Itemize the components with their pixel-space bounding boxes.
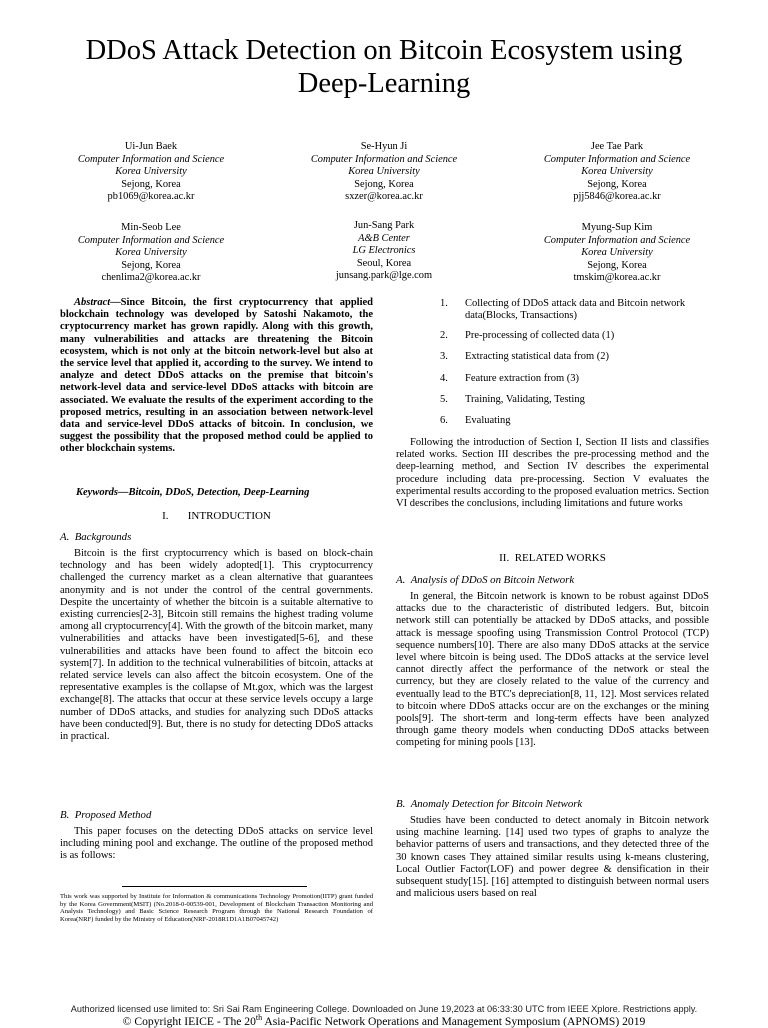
title-line-1: DDoS Attack Detection on Bitcoin Ecosystem using — [85, 35, 683, 66]
author-org: Korea University — [348, 166, 420, 178]
abstract-body: —Since Bitcoin, the first cryptocurrency that applied blockchain technology was developed by Satoshi Nakamoto, the cryptocurrency market has grown rapidly. Along with this growth, many vulnerabilities and attacks are threatening the Bitcoin ecosystem, which is not only at the bitcoin network-level but also at the service level that applied it, according to the survey. We intend to analyze and detect DDoS attacks on the premise that bitcoin's network-level data and service-level DDoS attacks with bitcoin are associated. We evaluate the results of the experiment according to the proposed metrics, resulting in an association between network-level data and service-level DDoS attacks of bitcoin. In conclusion, we suggest the possibility that the proposed method could be applied to other blockchain systems. — [60, 297, 373, 455]
step-text: Pre-processing of collected data (1) — [465, 329, 615, 341]
author-block — [36, 141, 266, 204]
author-email: chenlima2@korea.ac.kr — [101, 272, 201, 284]
step-text: Collecting of DDoS attack data and Bitcoin network data(Blocks, Transactions) — [465, 298, 686, 322]
author-dept: Computer Information and Science — [77, 153, 225, 165]
step-number: 2. — [440, 329, 448, 341]
step-text: Training, Validating, Testing — [465, 394, 585, 406]
author-location: Seoul, Korea — [356, 257, 412, 269]
paragraph-backgrounds: Bitcoin is the first cryptocurrency which is based on block-chain technology and has been widely adopted[1]. This cryptocurrency challenged the currency market as a clean alternative that guarantees anonymity and is not under the control of the central governments. Despite the uncertainty of whether the bitcoin is a suitable alternative to existing currencies[2-3], Bitcoin still remains the highest trading volume among all cryptocurrency[4]. With the growth of the bitcoin market, many vulnerabilities and attacks have been investigated[5-6], and these vulnerabilities and attacks have been found to affect the bitcoin eco system[7]. In addition to the technical vulnerabilities of bitcoin, attacks at related service levels can also affect the bitcoin ecosystem. One of the representative examples is the collapse of Mt.gox, which was the largest exchange[8]. The attacks that occur at these service levels occupy a large number of DDoS attacks, and studies for analyzing such DDoS attacks have been conducted[9]. But, there is no study for detecting DDoS attacks in practical. — [60, 548, 373, 743]
paragraph-ddos-analysis: In general, the Bitcoin network is known to be robust against DDoS attacks due to the characteristic of distributed ledgers. But, bitcoin network still can potentially be attacked by DDoS attacks, and possible attack is message spoofing using Transmission Control Protocol (TCP) sequence numbers[10]. There are also many DDoS attacks at the service level where bitcoin is being used. The DDoS attacks at the service level cannot directly affect the performance of the network or steal the currency, but they are closely related to the value of the currency and eventually lead to the BTC's depreciation[8, 11, 12]. Most services related to bitcoin where DDoS attacks occur are on the exchanges or the mining pools[9]. The short-term and long-term effects have been analyzed through game theory models when conducting DDoS attacks between competing for mining pools [13]. — [396, 591, 709, 749]
footnote-divider — [122, 886, 307, 887]
author-org: Korea University — [581, 166, 653, 178]
paragraph-paper-outline: Following the introduction of Section I, Section II lists and classifies related works. Section III describes the pre-processing method and the deep-learning method, and Section IV describes the experimental procedure including data pre-processing. Section V evaluates the experimental results according to the proposed evaluation metrics. Section VI describes the conclusions, including limitations and future works — [396, 437, 709, 510]
step-number: 3. — [440, 351, 448, 363]
subsection-heading-backgrounds: A. Backgrounds — [60, 531, 132, 543]
author-block — [502, 141, 732, 204]
step-number: 5. — [440, 394, 448, 406]
list-item — [440, 415, 710, 427]
subsection-heading-anomaly-detection: B. Anomaly Detection for Bitcoin Network — [396, 798, 583, 810]
step-number: 6. — [440, 415, 448, 427]
author-location: Sejong, Korea — [354, 178, 414, 190]
author-dept: A&B Center — [358, 232, 410, 244]
paragraph-anomaly-detection: Studies have been conducted to detect anomaly in Bitcoin network using machine learning. [14] used two types of graphs to analyze the behavior patterns of users and transactions, and they detected three of the 30 known cases They attained similar results using k-means clustering, Local Outlier Factor(LOF) and power degree & densification in their subsequent study[15]. [16] attempted to distinguish between normal users and malicious users based on real — [396, 815, 709, 900]
author-name: Ui-Jun Baek — [124, 141, 178, 152]
paper-title — [0, 34, 768, 100]
list-item — [440, 298, 710, 323]
section-heading-related-works: II. RELATED WORKS — [499, 552, 606, 564]
author-block — [502, 222, 732, 285]
author-name: Se-Hyun Ji — [360, 141, 408, 152]
abstract-lead: Abstract — [74, 297, 111, 308]
subsection-heading-proposed-method: B. Proposed Method — [60, 809, 152, 821]
author-org: Korea University — [115, 247, 187, 259]
step-text: Extracting statistical data from (2) — [465, 351, 610, 363]
list-item — [440, 394, 710, 406]
keywords: Keywords—Bitcoin, DDoS, Detection, Deep-Learning — [76, 487, 310, 498]
step-text: Evaluating — [465, 415, 511, 427]
author-location: Sejong, Korea — [121, 178, 181, 190]
author-name: Jee Tae Park — [590, 141, 644, 152]
author-name: Myung-Sup Kim — [581, 222, 653, 233]
author-block — [269, 141, 499, 204]
author-email: sxzer@korea.ac.kr — [345, 191, 423, 203]
funding-footnote: This work was supported by Institute for Information & communications Technology Promotion(IITP) grant funded by the Korea Government(MSIT) (No.2018-0-00539-001, Development of Blockchain Transaction Monitoring and Analysis Technology) and Basic Science Research Program through the National Research Foundation of Korea(NRF) funded by the Ministry of Education(NRF-2018R1D1A1B07045742) — [60, 893, 373, 923]
subsection-heading-ddos-analysis: A. Analysis of DDoS on Bitcoin Network — [396, 574, 575, 586]
copyright-text-tail: Asia-Pacific Network Operations and Management Symposium (APNOMS) 2019 — [262, 1014, 646, 1028]
author-org: Korea University — [581, 247, 653, 259]
author-email: tmskim@korea.ac.kr — [573, 272, 661, 284]
list-item — [440, 373, 710, 385]
author-email: pb1069@korea.ac.kr — [107, 191, 195, 203]
author-dept: Computer Information and Science — [543, 234, 691, 246]
abstract — [60, 297, 373, 456]
step-text: Feature extraction from (3) — [465, 372, 579, 384]
author-name: Jun-Sang Park — [353, 220, 415, 231]
author-dept: Computer Information and Science — [543, 153, 691, 165]
author-org: LG Electronics — [352, 245, 416, 257]
title-line-2: Deep-Learning — [297, 68, 471, 99]
method-step-list — [440, 298, 710, 428]
author-location: Sejong, Korea — [587, 178, 647, 190]
section-heading-introduction: I. INTRODUCTION — [162, 510, 271, 522]
author-email: pjj5846@korea.ac.kr — [573, 191, 661, 203]
author-location: Sejong, Korea — [121, 259, 181, 271]
author-dept: Computer Information and Science — [310, 153, 458, 165]
author-email: junsang.park@lge.com — [335, 270, 433, 282]
author-org: Korea University — [115, 166, 187, 178]
step-number: 4. — [440, 372, 448, 384]
author-block — [36, 222, 266, 285]
copyright-superscript: th — [255, 1013, 263, 1022]
copyright-text: © Copyright IEICE - The 20 — [122, 1014, 256, 1028]
list-item — [440, 351, 710, 363]
list-item — [440, 330, 710, 342]
author-name: Min-Seob Lee — [121, 222, 181, 233]
license-banner: Authorized licensed use limited to: Sri Sai Ram Engineering College. Downloaded on June 19,2023 at 06:33:30 UTC from IEEE Xplore. Restrictions apply. — [70, 1004, 698, 1014]
author-location: Sejong, Korea — [587, 259, 647, 271]
step-number: 1. — [440, 298, 448, 309]
author-dept: Computer Information and Science — [77, 234, 225, 246]
author-block — [269, 220, 499, 283]
paragraph-proposed-method: This paper focuses on the detecting DDoS attacks on service level including mining pool and exchange. The outline of the proposed method is as follows: — [60, 826, 373, 862]
